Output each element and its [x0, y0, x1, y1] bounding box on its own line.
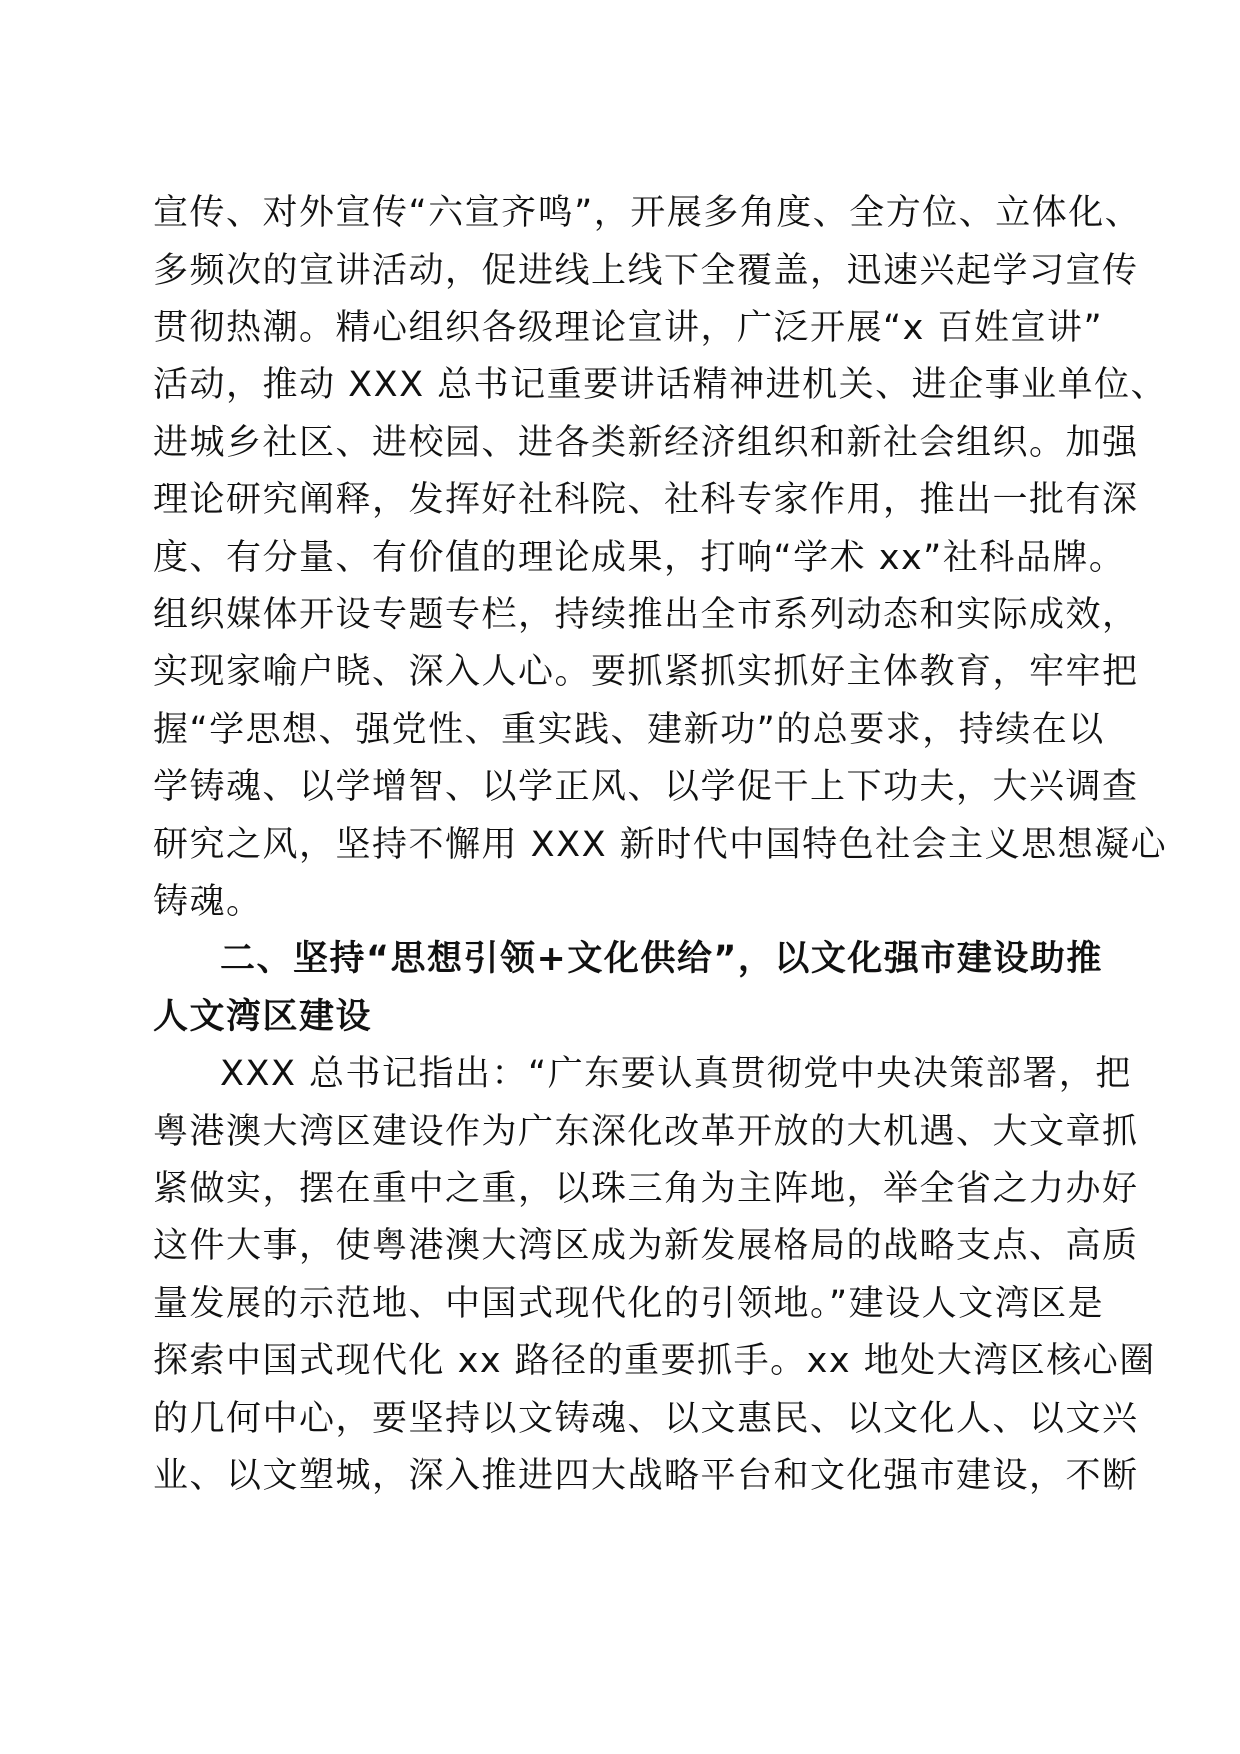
para2-line: 探索中国式现代化 xx 路径的重要抓手。xx 地处大湾区核心圈: [153, 1341, 1156, 1381]
para2-line: 业、以文塑城，深入推进四大战略平台和文化强市建设，不断: [153, 1456, 1139, 1496]
para1-line: 握“学思想、强党性、重实践、建新功”的总要求，持续在以: [153, 710, 1105, 750]
section-heading-line: 二、坚持“思想引领+文化供给”，以文化强市建设助推: [220, 939, 1103, 979]
section-heading-line: 人文湾区建设: [153, 997, 373, 1037]
para1-line: 组织媒体开设专题专栏，持续推出全市系列动态和实际成效，: [153, 595, 1139, 635]
para1-line: 研究之风，坚持不懈用 XXX 新时代中国特色社会主义思想凝心: [153, 825, 1168, 865]
para1-line: 学铸魂、以学增智、以学正风、以学促干上下功夫，大兴调查: [153, 767, 1139, 807]
para2-line: 这件大事，使粤港澳大湾区成为新发展格局的战略支点、高质: [153, 1226, 1139, 1266]
para1-line: 贯彻热潮。精心组织各级理论宣讲，广泛开展“x 百姓宣讲”: [153, 308, 1104, 348]
para2-line: 量发展的示范地、中国式现代化的引领地。”建设人文湾区是: [153, 1284, 1105, 1324]
para2-line: XXX 总书记指出：“广东要认真贯彻党中央决策部署，把: [220, 1054, 1132, 1094]
para1-line: 进城乡社区、进校园、进各类新经济组织和新社会组织。加强: [153, 423, 1139, 463]
para1-line: 铸魂。: [153, 882, 263, 922]
para2-line: 紧做实，摆在重中之重，以珠三角为主阵地，举全省之力办好: [153, 1169, 1139, 1209]
para1-line: 宣传、对外宣传“六宣齐鸣”，开展多角度、全方位、立体化、: [153, 193, 1142, 233]
para1-line: 理论研究阐释，发挥好社科院、社科专家作用，推出一批有深: [153, 480, 1139, 520]
para2-line: 粤港澳大湾区建设作为广东深化改革开放的大机遇、大文章抓: [153, 1112, 1139, 1152]
para1-line: 实现家喻户晓、深入人心。要抓紧抓实抓好主体教育，牢牢把: [153, 652, 1139, 692]
para1-line: 多频次的宣讲活动，促进线上线下全覆盖，迅速兴起学习宣传: [153, 251, 1139, 291]
para1-line: 活动，推动 XXX 总书记重要讲话精神进机关、进企事业单位、: [153, 365, 1168, 405]
para2-line: 的几何中心，要坚持以文铸魂、以文惠民、以文化人、以文兴: [153, 1399, 1139, 1439]
para1-line: 度、有分量、有价值的理论成果，打响“学术 xx”社科品牌。: [153, 538, 1126, 578]
